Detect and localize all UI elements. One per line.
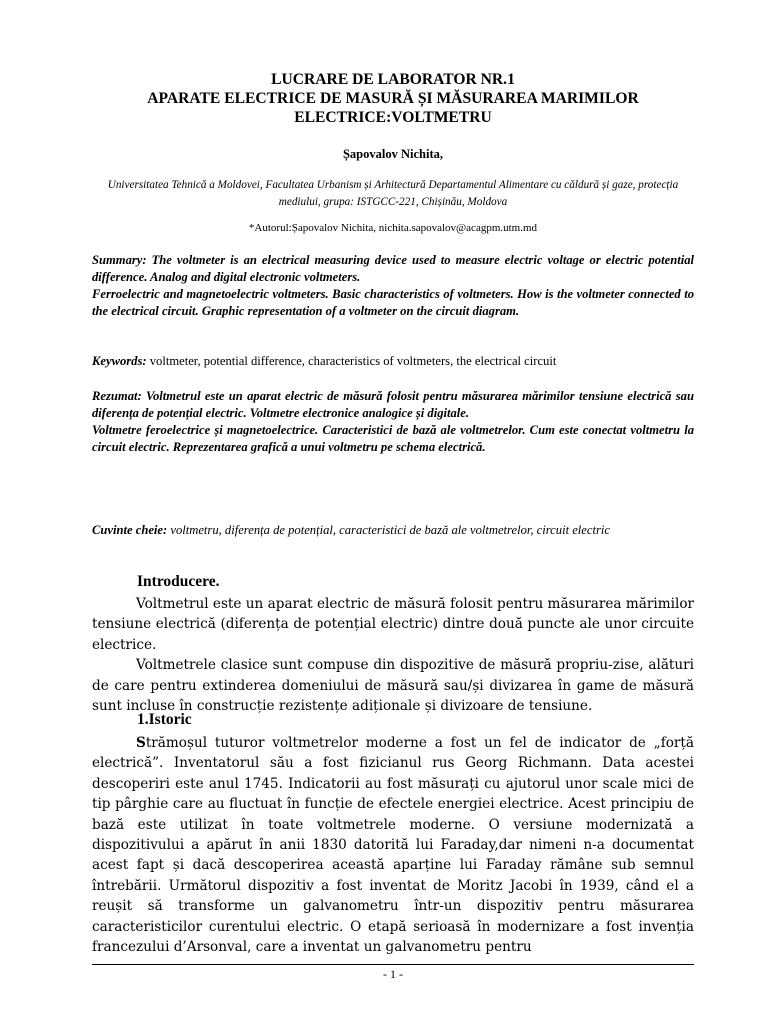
keywords-label: Keywords: [92, 354, 147, 368]
intro-paragraph-1: Voltmetrul este un aparat electric de măsură folosit pentru măsurarea mărimilor tensiune electrică (diferența de potențial electric) dintre două puncte ale unor circuite electrice. [92, 596, 694, 653]
rezumat-block [92, 388, 694, 456]
intro-paragraph-2: Voltmetrele clasice sunt compuse din dispozitive de măsură propriu-zise, alături de care pentru extinderea domeniului de măsură sau/și divizarea în game de măsură sunt incluse în construcție rezistențe adiționale și divizoare de tensiune. [92, 657, 694, 715]
summary-label: Summary: [92, 253, 147, 267]
keywords-block [92, 353, 694, 370]
title-line-2: APARATE ELECTRICE DE MASURĂ ȘI MĂSURAREA MARIMILOR [147, 90, 639, 107]
author-name: Șapovalov Nichita, [342, 147, 443, 161]
istoric-paragraph-1 [92, 733, 694, 957]
cuvinte-cheie-block [92, 522, 694, 539]
author-email-line: *Autorul:Șapovalov Nichita, nichita.sapovalov@acagpm.utm.md [248, 222, 538, 234]
summary-text-1: The voltmeter is an electrical measuring device used to measure electric voltage or electric potential difference. Analog and digital electronic voltmeters. [92, 253, 694, 284]
summary-text-2: Ferroelectric and magnetoelectric voltmeters. Basic characteristics of voltmeters. How is the voltmeter connected to the electrical circuit. Graphic representation of a voltmeter on the circuit diagram. [92, 287, 694, 318]
rezumat-label: Rezumat: [92, 389, 142, 403]
istoric-drop-letter: S [136, 735, 146, 751]
intro-body [92, 594, 694, 716]
istoric-paragraph-1-text: trămoșul tuturor voltmetrelor moderne a fost un fel de indicator de „forță electrică”. Inventatorul său a fost fizicianul rus Georg Richmann. Data acestei descoperiri este anul 1745. Indicatorii au fost măsurați cu ajutorul unor scale mici de tip pârghie care au fluctuat în funcție de efectele energiei electrice. Acest principiu de bază este utilizat în toate voltmetrele moderne. O versiune modernizată a dispozitivului a apărut în anii 1830 datorită lui Faraday,dar nimeni n-a documentat acest fapt și dacă descoperirea această aparține lui Faraday rămâne sub semnul întrebării. Următorul dispozitiv a fost inventat de Moritz Jacobi în 1939, când el a reușit să transforme un galvanometru într-un dispozitiv pentru măsurarea caracteristicilor curentului electric. O etapă serioasă în modernizare a fost invenția francezului d’Arsonval, care a inventat un galvanometru pentru [92, 735, 694, 956]
document-title [92, 70, 694, 127]
affiliation: Universitatea Tehnică a Moldovei, Facultatea Urbanism și Arhitectură Departamentul Alimentare cu căldură și gaze, protecția mediului, grupa: ISTGCC-221, Chișinău, Moldova [107, 179, 679, 208]
cuvinte-cheie-text: voltmetru, diferența de potențial, caracteristici de bază ale voltmetrelor, circuit electric [167, 523, 610, 537]
rezumat-text-1: Voltmetrul este un aparat electric de măsură folosit pentru măsurarea mărimilor tensiune electrică sau diferența de potențial electric. Voltmetre electronice analogice și digitale. [92, 389, 694, 420]
keywords-text: voltmeter, potential difference, characteristics of voltmeters, the electrical circuit [146, 354, 557, 368]
istoric-heading: 1.Istoric [137, 711, 192, 728]
page-number: - 1 - [383, 967, 403, 981]
cuvinte-cheie-label: Cuvinte cheie: [92, 523, 168, 537]
istoric-body [92, 733, 694, 957]
summary-block [92, 252, 694, 320]
intro-heading: Introducere. [137, 573, 220, 590]
rezumat-text-2: Voltmetre feroelectrice și magnetoelectrice. Caracteristici de bază ale voltmetrelor. Cum este conectat voltmetru la circuit electric. Reprezentarea grafică a unui voltmetru pe schema electrică. [92, 423, 694, 454]
title-line-1: LUCRARE DE LABORATOR NR.1 [271, 71, 515, 88]
footer-rule [92, 964, 694, 965]
title-line-3: ELECTRICE:VOLTMETRU [294, 109, 492, 126]
